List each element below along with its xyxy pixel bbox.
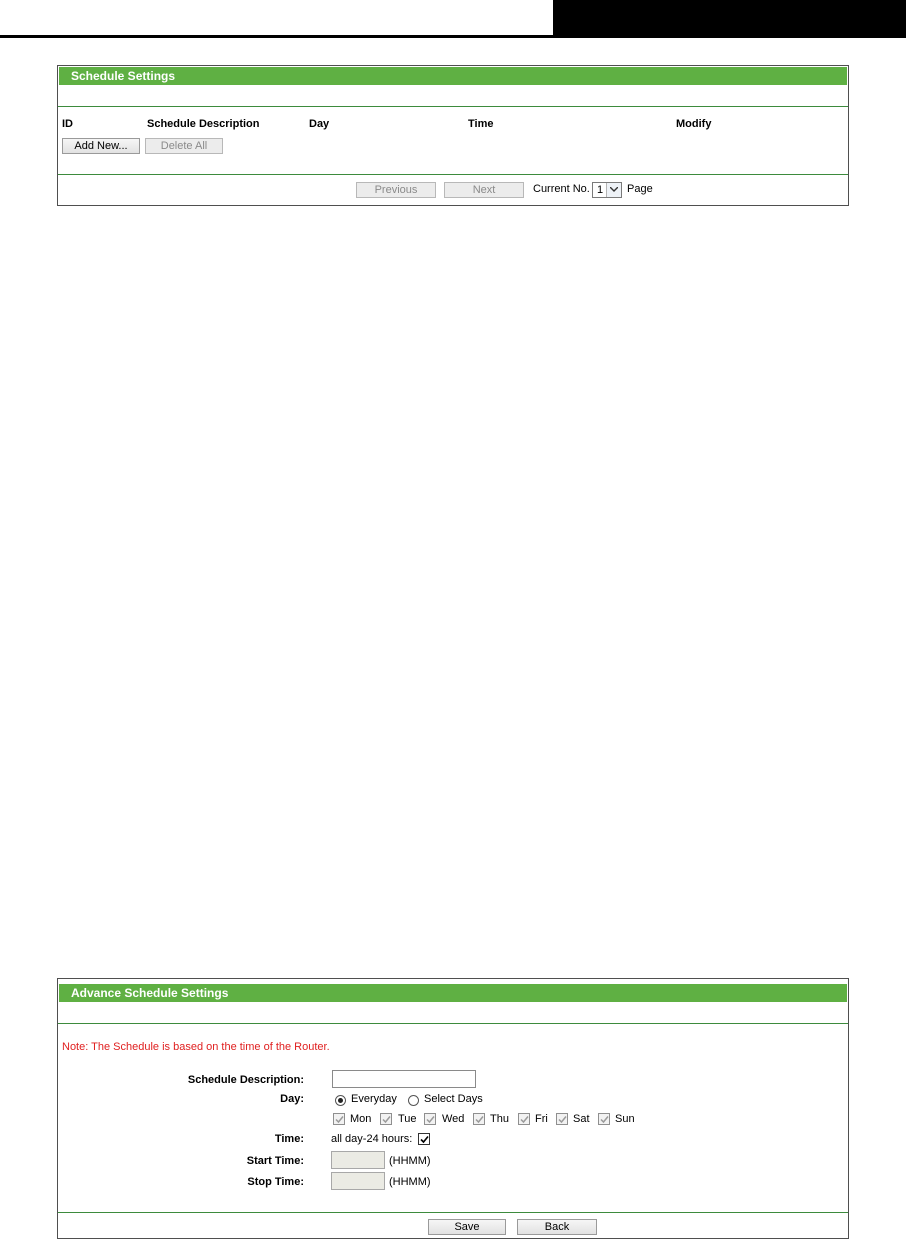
delete-all-button[interactable]: Delete All	[145, 138, 223, 154]
thu-checkbox[interactable]	[473, 1113, 485, 1125]
start-time-label: Start Time:	[246, 1155, 304, 1167]
wed-label: Wed	[442, 1113, 465, 1125]
chevron-down-icon[interactable]	[606, 183, 621, 197]
stop-time-format: (HHMM)	[389, 1176, 431, 1188]
thu-label: Thu	[490, 1113, 509, 1125]
page-select-value: 1	[597, 184, 604, 196]
day-label: Day:	[280, 1093, 304, 1105]
column-header-day: Day	[309, 118, 330, 130]
tue-checkbox[interactable]	[380, 1113, 392, 1125]
all-day-checkbox[interactable]	[418, 1133, 430, 1145]
back-button[interactable]: Back	[517, 1219, 597, 1235]
select-days-radio[interactable]	[408, 1095, 419, 1106]
start-time-input[interactable]	[331, 1151, 385, 1169]
tue-label: Tue	[398, 1113, 417, 1125]
column-header-description: Schedule Description	[147, 118, 260, 130]
schedule-description-input[interactable]	[332, 1070, 476, 1088]
save-button[interactable]: Save	[428, 1219, 506, 1235]
time-label: Time:	[274, 1133, 304, 1145]
fri-checkbox[interactable]	[518, 1113, 530, 1125]
sun-checkbox[interactable]	[598, 1113, 610, 1125]
schedule-note: Note: The Schedule is based on the time of the Router.	[62, 1041, 330, 1053]
panel-title: Schedule Settings	[59, 67, 847, 85]
divider	[58, 1212, 848, 1213]
wed-checkbox[interactable]	[424, 1113, 436, 1125]
current-no-label: Current No.	[533, 183, 590, 195]
divider	[58, 106, 848, 107]
panel-title: Advance Schedule Settings	[59, 984, 847, 1002]
sun-label: Sun	[615, 1113, 635, 1125]
divider	[58, 1023, 848, 1024]
everyday-label: Everyday	[351, 1093, 397, 1105]
start-time-format: (HHMM)	[389, 1155, 431, 1167]
stop-time-label: Stop Time:	[247, 1176, 304, 1188]
divider	[58, 174, 848, 175]
everyday-radio[interactable]	[335, 1095, 346, 1106]
mon-checkbox[interactable]	[333, 1113, 345, 1125]
schedule-description-label: Schedule Description:	[187, 1074, 304, 1086]
add-new-button[interactable]: Add New...	[62, 138, 140, 154]
fri-label: Fri	[535, 1113, 548, 1125]
page-select[interactable]	[592, 182, 622, 198]
column-header-id: ID	[62, 118, 73, 130]
sat-checkbox[interactable]	[556, 1113, 568, 1125]
select-days-label: Select Days	[424, 1093, 483, 1105]
schedule-settings-panel	[57, 65, 849, 206]
column-header-modify: Modify	[676, 118, 712, 130]
advance-schedule-panel	[57, 978, 849, 1239]
previous-button[interactable]: Previous	[356, 182, 436, 198]
page-header-block	[553, 0, 906, 38]
next-button[interactable]: Next	[444, 182, 524, 198]
all-day-label: all day-24 hours:	[331, 1133, 413, 1145]
mon-label: Mon	[350, 1113, 372, 1125]
sat-label: Sat	[573, 1113, 590, 1125]
page-header-rule	[0, 35, 553, 38]
column-header-time: Time	[468, 118, 494, 130]
stop-time-input[interactable]	[331, 1172, 385, 1190]
page-label: Page	[627, 183, 653, 195]
